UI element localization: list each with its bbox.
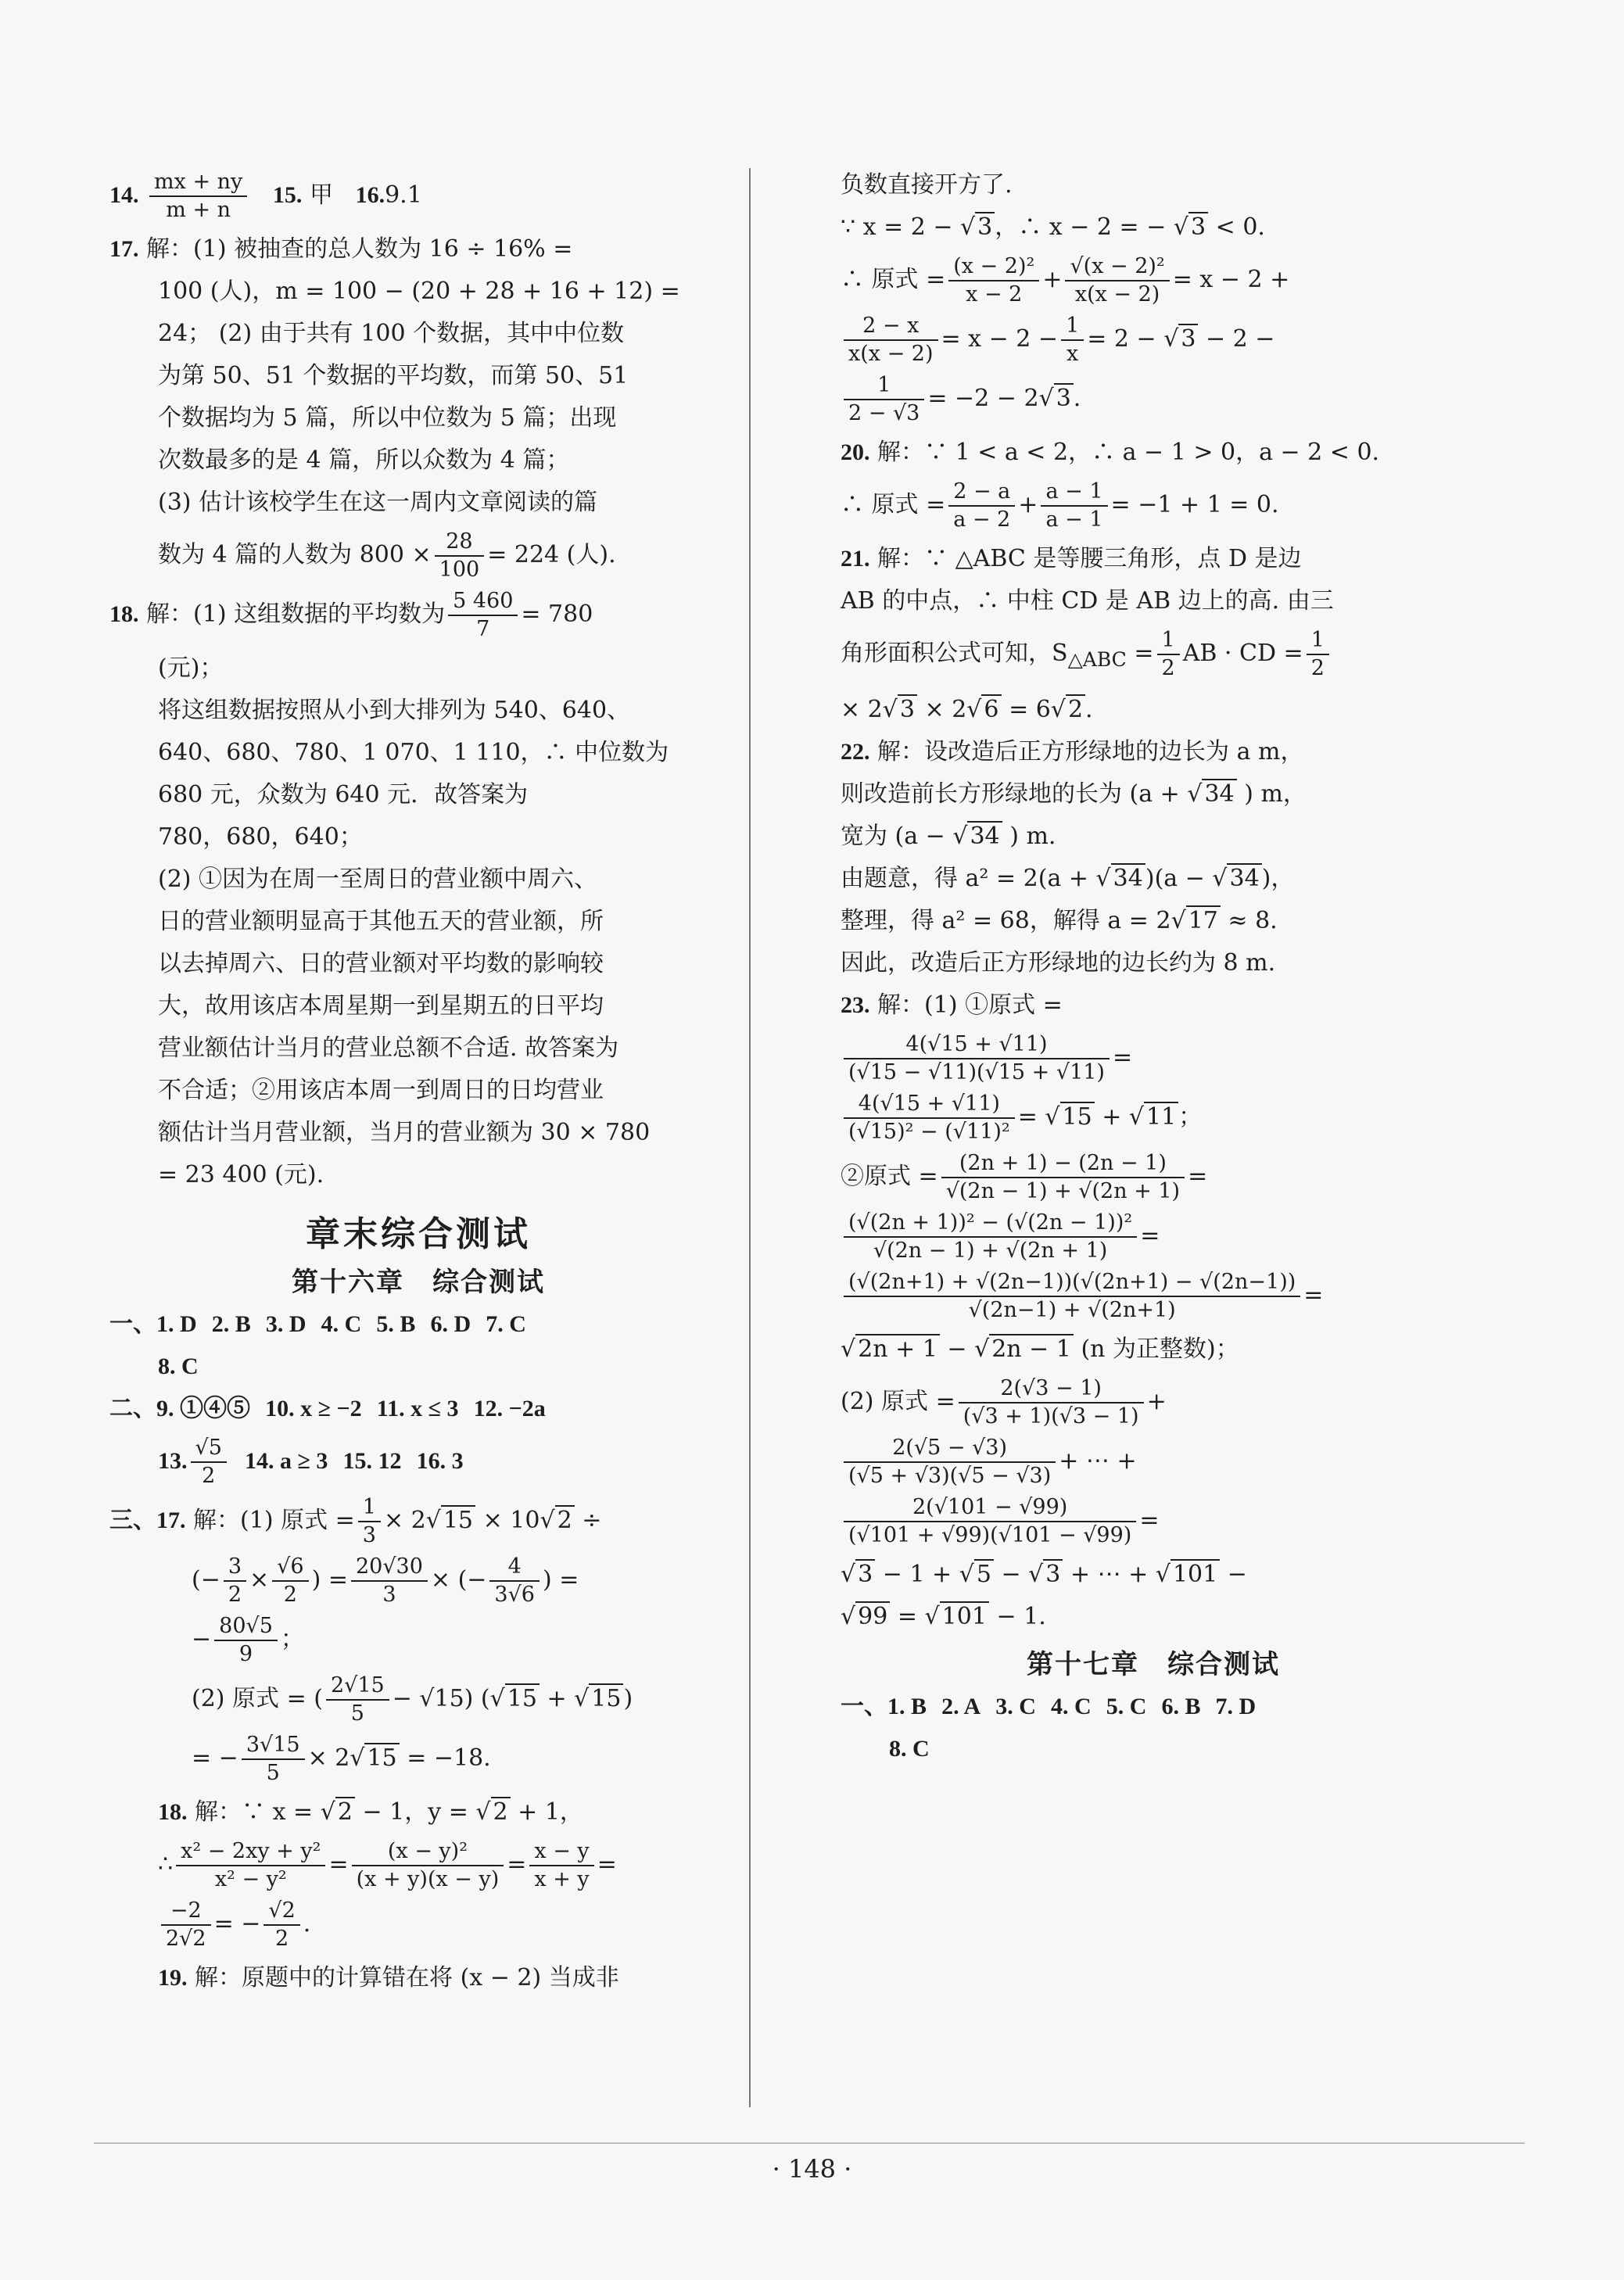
fraction: $\frac{28}{100}$ xyxy=(435,529,485,583)
answer-17: 17. 解：(1) 被抽查的总人数为 16 ÷ 16% = 100 (人)，m = 100 − (20 + 28 + 16 + 12) = 24； (2) 由于共有 100 个数据，其中中位数 为第 50、51 个数据的平均数，而第 50、51 个数据均为 5 篇，所以中位数为 5 篇；出现 次数最多的是 4 篇，所以众数为 4 篇； (3) 估计该校学生在这一周内文章阅读的篇 数为 4 篇的人数为 800 × $\frac{28}{100}$ = 224 (人). xyxy=(109,235,680,582)
answer-22: 22. 解：设改造后正方形绿地的边长为 a m， 则改造前长方形绿地的长为 (a + √ 34 ) m， 宽为 (a − √ 34 ) m. 由题意，得 a² = 2(a + √ 34 )(a − √ 34 )， 整理，得 a² = 68，解得 a = 2√ 17 ≈ 8. 因此，改造后正方形绿地的边长约为 8 m. xyxy=(841,738,1307,977)
answer-23: 23. 解：(1) ①原式 = $\frac{4(√15 + √11)}{(√15 - √11)(√15 + √11)}$ = $\frac{4(√15 + √11)}{\text{(√15)² − (√11)²}}$ = √ 15 + √ 11 ； ②原式 = $\frac{(2n + 1) - (2n - 1)}{√(2n - 1) + √(2n + 1)}$ = $\frac{\text{(√(2n + 1))² − (√(2n − 1))²}}{√(2n - 1) + √(2n + 1)}$ = $\frac{(√(2n+1) + √(2n-1))(√(2n+1) - √(2n-1))}{√(2n-1) + √(2n+1)}$ = √ 2n + 1 − √ 2n − 1 (n 为正整数)； (2) 原式 = $\frac{2(√3 - 1)}{(√3 + 1)(√3 - 1)}$ + $\frac{2(√5 - √3)}{(√5 + √3)(√5 - √3)}$ + ⋯ + $\frac{2(√101 - √99)}{(√101 + √99)(√101 - √99)}$ = √ 3 − 1 + √ 5 − √ 3 + ⋯ + √ 101 − √ 99 = √ 101 − 1. xyxy=(841,991,1324,1630)
chapter-16-part-3-q18: 18. 解：∵ x = √ 2 − 1，y = √ 2 + 1， ∴ $\frac{\text{x² − 2xy + y²}}{\text{x² − y²}}$ = $\frac{\text{(x − y)²}}{(x + y)(x - y)}$ = $\frac{x - y}{x + y}$ = $\frac{-2}{2√2}$ = − $\frac{√2}{2}$ . xyxy=(158,1798,617,1951)
column-divider xyxy=(749,168,751,2107)
page-number: · 148 · xyxy=(772,2154,852,2184)
fraction: $\frac{5 460}{7}$ xyxy=(448,588,518,643)
question-number: 14. xyxy=(109,182,139,208)
chapter-17-part-1: 一、1. B 2. A 3. C 4. C 5. C 6. B 7. D 8. C xyxy=(841,1694,1257,1762)
chapter-16-part-2: 二、9. ①④⑤ 10. x ≥ −2 11. x ≤ 3 12. −2a 13. $\frac{√5}{2}$ 14. a ≥ 3 15. 12 16. 3 xyxy=(109,1396,546,1488)
chapter-16-part-1: 一、1. D 2. B 3. D 4. C 5. B 6. D 7. C 8. C xyxy=(109,1311,526,1379)
answer-21: 21. 解：∵ △ABC 是等腰三角形，点 D 是边 AB 的中点，∴ 中柱 CD 是 AB 边上的高. 由三 角形面积公式可知，$S_{\triangle ABC}$ = $\frac{1}{2}$ AB · CD = $\frac{1}{2}$ × 2√ 3 × 2√ 6 = 6√ 2 . xyxy=(841,545,1334,723)
fraction: $\frac{√5}{2}$ xyxy=(191,1435,227,1490)
right-column: 负数直接开方了. ∵ x = 2 − √ 3 ，∴ x − 2 = − √ 3 < 0. ∴ 原式 = $\frac{\text{(x − 2)²}}{x - 2}$ + $\frac{\text{√(x − 2)²}}{x(x - 2)}$ = x − 2 + $\frac{2 - x}{x(x - 2)}$ = x − 2 − $\frac{1}{x}$ = 2 − √ 3 − 2 − $\frac{1}{2 - √3}$ = −2 − 2√ 3 . 20. 解：∵ 1 < a < 2，∴ a − 1 > 0，a − 2 < 0. ∴ 原式 = $\frac{2 - a}{a - 2}$ + $\frac{a - 1}{a - 1}$ = −1 + 1 = 0. 21. 解：∵ △ABC 是等腰三角形，点 D 是边 AB 的中点，∴ 中柱 CD 是 AB 边上的高. 由三 角形面积公式可知，$S_{\triangle ABC}$ = $\frac{1}{2}$ AB · CD = $\frac{1}{2}$ × 2√ 3 × 2√ 6 = 6√ 2 . 22. 解：设改造后正方形绿地的边长为 a m， 则改造前长方形绿地的长为 (a + √ 34 ) m， 宽为 (a − √ 34 ) m. 由题意，得 a² = 2(a + √ 34 )(a − √ 34 )， 整理，得 a² = 68，解得 a = 2√ 17 ≈ 8. 因此，改造后正方形绿地的边长约为 8 m. 23. 解：(1) ①原式 = $\frac{4(√15 + √11)}{(√15 - √11)(√15 + √11)}$ = $\frac{4(√15 + √11)}{\text{(√15)² − (√11)²}}$ = √ 15 + √ 11 ； ②原式 = $\frac{(2n + 1) - (2n - 1)}{√(2n - 1) + √(2n + 1)}$ = $\frac{\text{(√(2n + 1))² − (√(2n − 1))²}}{√(2n - 1) + √(2n + 1)}$ = $\frac{(√(2n+1) + √(2n-1))(√(2n+1) - √(2n-1))}{√(2n-1) + √(2n+1)}$ = √ 2n + 1 − √ 2n − 1 (n 为正整数)； (2) 原式 = $\frac{2(√3 - 1)}{(√3 + 1)(√3 - 1)}$ + $\frac{2(√5 - √3)}{(√5 + √3)(√5 - √3)}$ + ⋯ + $\frac{2(√101 - √99)}{(√101 + √99)(√101 - √99)}$ = √ 3 − 1 + √ 5 − √ 3 + ⋯ + √ 101 − √ 99 = √ 101 − 1. 第十七章 综合测试 一、1. B 2. A 3. C 4. C 5. C 6. B 7. D 8. C xyxy=(841,164,1466,1770)
answer-18: 18. 解：(1) 这组数据的平均数为 $\frac{5 460}{7}$ = 780 (元)； 将这组数据按照从小到大排列为 540、640、 640、680、780、1 070、1 110，∴ 中位数为 680 元，众数为 640 元．故答案为 780，680，640； (2) ①因为在周一至周日的营业额中周六、 日的营业额明显高于其他五天的营业额，所 以去掉周六、日的营业额对平均数的影响较 大，故用该店本周星期一到星期五的日平均 营业额估计当月的营业总额不合适. 故答案为 不合适；②用该店本周一到周日的日均营业 额估计当月营业额，当月的营业额为 30 × 780 = 23 400 (元). xyxy=(109,589,669,1188)
left-column xyxy=(109,164,727,1999)
answer-14-16: 14. $\frac{mx + ny}{m + n}$ 15. 甲 16.9.1 xyxy=(109,170,422,222)
chapter-16-title: 第十六章 综合测试 xyxy=(292,1267,545,1298)
fraction: $\frac{mx + ny}{m + n}$ xyxy=(149,169,247,224)
chapter-16-part-3-q19: 19. 解：原题中的计算错在将 (x − 2) 当成非 xyxy=(158,1964,619,1991)
chapter-17-title: 第十七章 综合测试 xyxy=(1027,1649,1280,1680)
section-title: 章末综合测试 xyxy=(306,1214,531,1254)
chapter-16-part-3-q17: 三、17. 解：(1) 原式 = $\frac{1}{3}$ × 2√ 15 × 10√ 2 ÷ (− $\frac{3}{2}$ × $\frac{√6}{2}$ ) = $\frac{20√30}{3}$ × (− $\frac{4}{3√6}$ ) = − $\frac{80√5}{9}$ ； (2) 原式 = ( $\frac{2√15}{5}$ − √15) (√ 15 + √ 15 ) = − $\frac{3√15}{5}$ × 2√ 15 = −18. xyxy=(109,1495,633,1785)
answer-20: 20. 解：∵ 1 < a < 2，∴ a − 1 > 0，a − 2 < 0. ∴ 原式 = $\frac{2 - a}{a - 2}$ + $\frac{a - 1}{a - 1}$ = −1 + 1 = 0. xyxy=(841,439,1380,532)
footer-divider xyxy=(94,2142,1525,2144)
